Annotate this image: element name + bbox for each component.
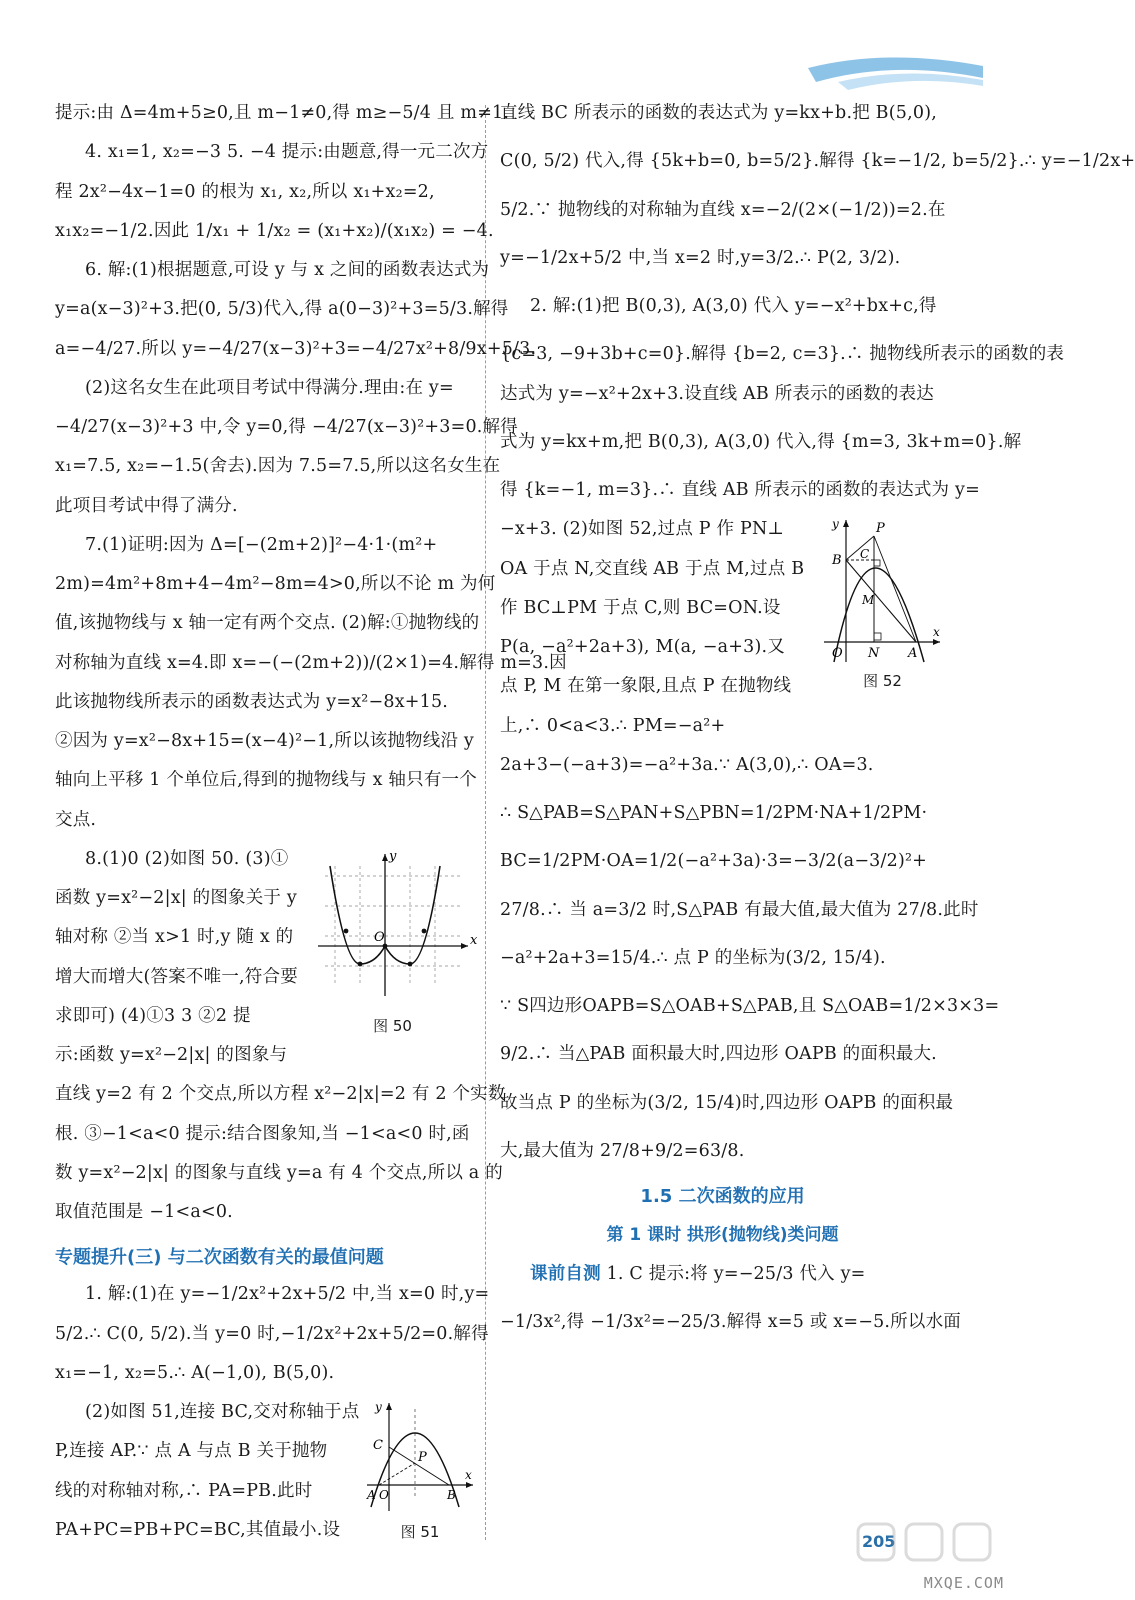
text-line: 2a+3−(−a+3)=−a²+3a.∵ A(3,0),∴ OA=3.: [500, 754, 874, 775]
fig51-y-label: y: [375, 1400, 382, 1414]
text-line: 轴向上平移 1 个单位后,得到的抛物线与 x 轴只有一个: [55, 770, 477, 791]
text-line: ②因为 y=x²−8x+15=(x−4)²−1,所以该抛物线沿 y: [55, 731, 475, 751]
right-column: [500, 100, 1135, 1540]
text-line: OA 于点 N,交直线 AB 于点 M,过点 B: [500, 558, 805, 579]
corner-decoration: [798, 48, 988, 100]
text-line: x₁x₂=−1/2.因此 1/x₁ + 1/x₂ = (x₁+x₂)/(x₁x₂) = −4.: [55, 220, 494, 241]
text-line: 示:函数 y=x²−2|x| 的图象与: [55, 1045, 288, 1065]
text-line: P,连接 AP.∵ 点 A 与点 B 关于抛物: [55, 1441, 328, 1462]
fig52-y-label: y: [832, 517, 839, 532]
text-line: 1. 解:(1)在 y=−1/2x²+2x+5/2 中,当 x=0 时,y=: [85, 1284, 490, 1305]
fig51-label-p: P: [418, 1450, 427, 1465]
fig52-label-m: M: [862, 593, 875, 608]
text-line: −x+3. (2)如图 52,过点 P 作 PN⊥: [500, 519, 785, 540]
fig52-label-c: C: [860, 547, 870, 562]
text-line: 2m)=4m²+8m+4−4m²−8m=4>0,所以不论 m 为何: [55, 574, 496, 594]
text-line: −4/27(x−3)²+3 中,令 y=0,得 −4/27(x−3)²+3=0.解得: [55, 417, 518, 437]
text-line: ∵ S四边形OAPB=S△OAB+S△PAB,且 S△OAB=1/2×3×3=: [500, 996, 1000, 1016]
text-line: 数 y=x²−2|x| 的图象与直线 y=a 有 4 个交点,所以 a 的: [55, 1162, 503, 1183]
text-line: 4. x₁=1, x₂=−3 5. −4 提示:由题意,得一元二次方: [85, 142, 489, 163]
text-line: 根. ③−1<a<0 提示:结合图象知,当 −1<a<0 时,函: [55, 1123, 470, 1144]
fig52-label-b: B: [832, 553, 842, 569]
text-line: 轴对称 ②当 x>1 时,y 随 x 的: [55, 927, 294, 948]
text-line: 求即可) (4)①3 3 ②2 提: [55, 1005, 251, 1026]
fig51-label-a: A: [367, 1488, 376, 1502]
figure-52-caption: 图 52: [863, 672, 902, 691]
text-line: (2)这名女生在此项目考试中得满分.理由:在 y=: [85, 377, 454, 398]
text-line: 8.(1)0 (2)如图 50. (3)①: [85, 848, 289, 869]
text-line: 式为 y=kx+m,把 B(0,3), A(3,0) 代入,得 {m=3, 3k+m=0}.解: [500, 431, 1022, 452]
text-line: 9/2.∴ 当△PAB 面积最大时,四边形 OAPB 的面积最大.: [500, 1044, 937, 1065]
text-line: 6. 解:(1)根据题意,可设 y 与 x 之间的函数表达式为: [85, 260, 490, 280]
figure-50-caption: 图 50: [373, 1016, 412, 1035]
fig52-label-o: O: [832, 646, 843, 662]
fig51-label-b: B: [447, 1488, 456, 1502]
text-line: 27/8.∴ 当 a=3/2 时,S△PAB 有最大值,最大值为 27/8.此时: [500, 899, 979, 920]
text-line: 此该抛物线所表示的函数表达式为 y=x²−8x+15.: [55, 691, 449, 712]
text-line: a=−4/27.所以 y=−4/27(x−3)²+3=−4/27x²+8/9x+5/3.: [55, 338, 537, 359]
fig51-label-o: O: [379, 1488, 389, 1502]
text-line: BC=1/2PM·OA=1/2(−a²+3a)·3=−3/2(a−3/2)²+: [500, 851, 928, 872]
text-line: 增大而增大(答案不唯一,符合要: [55, 966, 298, 987]
text-line: 函数 y=x²−2|x| 的图象关于 y: [55, 888, 297, 908]
text-line: 对称轴为直线 x=4.即 x=−(−(2m+2))/(2×1)=4.解得 m=3.因: [55, 652, 567, 673]
text-line: 得 {k=−1, m=3}.∴ 直线 AB 所表示的函数的表达式为 y=: [500, 480, 980, 500]
text-line: 作 BC⊥PM 于点 C,则 BC=ON.设: [500, 597, 781, 618]
text-line: 点 P, M 在第一象限,且点 P 在抛物线: [500, 676, 792, 697]
fig52-label-a: A: [908, 646, 918, 662]
text-line: 程 2x²−4x−1=0 的根为 x₁, x₂,所以 x₁+x₂=2,: [55, 181, 435, 202]
figure-51-graph: [365, 1399, 475, 1517]
pretest-text: 1. C 提示:将 y=−25/3 代入 y=: [600, 1264, 866, 1284]
text-line: 直线 y=2 有 2 个交点,所以方程 x²−2|x|=2 有 2 个实数: [55, 1084, 506, 1105]
text-line: 5/2.∵ 抛物线的对称轴为直线 x=−2/(2×(−1/2))=2.在: [500, 199, 946, 220]
text-line: y=a(x−3)²+3.把(0, 5/3)代入,得 a(0−3)²+3=5/3.解得: [55, 299, 509, 320]
text-line: 故当点 P 的坐标为(3/2, 15/4)时,四边形 OAPB 的面积最: [500, 1092, 954, 1113]
text-line: 2. 解:(1)把 B(0,3), A(3,0) 代入 y=−x²+bx+c,得: [530, 296, 937, 316]
text-line: 5/2.∴ C(0, 5/2).当 y=0 时,−1/2x²+2x+5/2=0.解得: [55, 1323, 489, 1344]
text-line: 达式为 y=−x²+2x+3.设直线 AB 所表示的函数的表达: [500, 383, 935, 404]
text-line: 值,该抛物线与 x 轴一定有两个交点. (2)解:①抛物线的: [55, 613, 480, 634]
q1-part2-block: [55, 1399, 475, 1543]
text-line: 交点.: [55, 809, 97, 830]
text-line: C(0, 5/2) 代入,得 {5k+b=0, b=5/2}.解得 {k=−1/2, b=5/2}.∴ y=−1/2x+: [500, 151, 1135, 172]
section-title: 1.5 二次函数的应用: [640, 1186, 805, 1207]
text-line: 7.(1)证明:因为 Δ=[−(2m+2)]²−4·1·(m²+: [85, 534, 438, 555]
pretest-tag: 课前自测: [530, 1264, 601, 1284]
fig50-origin-label: O: [374, 929, 385, 945]
lesson-subtitle: 第 1 课时 拱形(抛物线)类问题: [606, 1225, 839, 1245]
q2-part2-block: [500, 516, 945, 739]
figure-50: [310, 846, 478, 1036]
watermark-text: MXQE.COM: [923, 1574, 1004, 1592]
text-line: −a²+2a+3=15/4.∴ 点 P 的坐标为(3/2, 15/4).: [500, 947, 886, 968]
fig52-x-label: x: [933, 625, 940, 640]
figure-51: [365, 1399, 475, 1542]
fig51-label-c: C: [373, 1438, 383, 1453]
figure-52-graph: [820, 516, 945, 666]
fig50-x-label: x: [470, 932, 478, 948]
page-number: 205: [862, 1532, 896, 1551]
text-line: [500, 1261, 945, 1287]
text-line: (2)如图 51,连接 BC,交对称轴于点: [85, 1402, 360, 1422]
text-line: PA+PC=PB+PC=BC,其值最小.设: [55, 1519, 341, 1540]
text-line: {c=3, −9+3b+c=0}.解得 {b=2, c=3}.∴ 抛物线所表示的函数的表: [500, 344, 1065, 365]
text-line: 取值范围是 −1<a<0.: [55, 1202, 233, 1222]
fig52-label-p: P: [876, 521, 885, 537]
text-line: ∴ S△PAB=S△PAN+S△PBN=1/2PM·NA+1/2PM·: [500, 803, 928, 823]
fig52-label-n: N: [868, 646, 880, 662]
figure-52: [820, 516, 945, 691]
fig51-x-label: x: [465, 1468, 472, 1482]
text-line: x₁=7.5, x₂=−1.5(舍去).因为 7.5=7.5,所以这名女生在: [55, 456, 501, 477]
text-line: 提示:由 Δ=4m+5≥0,且 m−1≠0,得 m≥−5/4 且 m≠1.: [55, 103, 510, 123]
text-line: −1/3x²,得 −1/3x²=−25/3.解得 x=5 或 x=−5.所以水面: [500, 1312, 961, 1333]
text-line: P(a, −a²+2a+3), M(a, −a+3).又: [500, 637, 785, 657]
text-line: 此项目考试中得了满分.: [55, 495, 238, 516]
text-line: 大,最大值为 27/8+9/2=63/8.: [500, 1140, 745, 1161]
q8-block: [55, 846, 478, 1069]
figure-50-graph: [310, 846, 478, 1011]
fig50-y-label: y: [389, 848, 397, 864]
text-line: x₁=−1, x₂=5.∴ A(−1,0), B(5,0).: [55, 1362, 335, 1383]
text-line: y=−1/2x+5/2 中,当 x=2 时,y=3/2.∴ P(2, 3/2).: [500, 247, 901, 268]
text-line: 直线 BC 所表示的函数的表达式为 y=kx+b.把 B(5,0),: [500, 103, 937, 123]
section-heading: 专题提升(三) 与二次函数有关的最值问题: [55, 1247, 384, 1269]
text-line: 线的对称轴对称,∴ PA=PB.此时: [55, 1480, 313, 1501]
figure-51-caption: 图 51: [400, 1523, 440, 1541]
text-line: 上,∴ 0<a<3.∴ PM=−a²+: [500, 715, 726, 736]
